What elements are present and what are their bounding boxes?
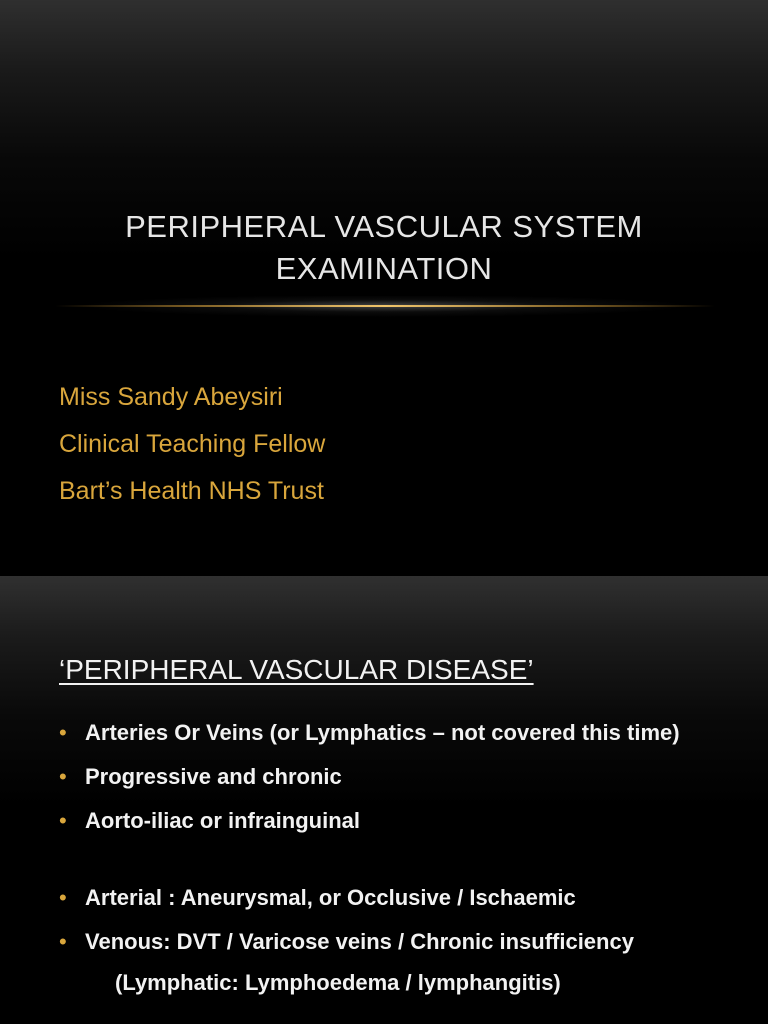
bullet-item: [59, 716, 709, 749]
presenter-info: [59, 374, 325, 515]
bullet-text: Venous: DVT / Varicose veins / Chronic insufficiency: [85, 929, 634, 954]
bullet-text: Arterial : Aneurysmal, or Occlusive / Ischaemic: [85, 885, 576, 910]
presenter-organisation: Bart’s Health NHS Trust: [59, 477, 324, 505]
bullet-text: (Lymphatic: Lymphoedema / lymphangitis): [115, 970, 561, 995]
bullet-text: Progressive and chronic: [85, 764, 342, 789]
bullet-item: [59, 881, 709, 914]
bullet-list: [59, 716, 709, 1010]
title-divider: [55, 296, 715, 318]
bullet-icon: •: [59, 764, 67, 789]
bullet-icon: •: [59, 929, 67, 954]
presenter-role: Clinical Teaching Fellow: [59, 430, 326, 458]
slide-heading: ‘PERIPHERAL VASCULAR DISEASE’: [59, 654, 534, 685]
content-slide: [0, 576, 768, 1024]
bullet-icon: •: [59, 808, 67, 833]
divider-glow: [55, 296, 715, 318]
slide-title-line: PERIPHERAL VASCULAR SYSTEM: [125, 209, 643, 244]
bullet-item: [59, 760, 709, 793]
slide-title: [60, 206, 708, 290]
bullet-item: [59, 804, 709, 837]
bullet-item: [59, 925, 709, 958]
slide-title-line: EXAMINATION: [275, 251, 493, 286]
divider-line: [55, 305, 715, 307]
presenter-name: Miss Sandy Abeysiri: [59, 383, 283, 411]
bullet-text: Aorto-iliac or infrainguinal: [85, 808, 361, 833]
bullet-item-partial: [59, 966, 709, 999]
bullet-text: Arteries Or Veins (or Lymphatics – not covered this time): [85, 720, 680, 745]
bullet-icon: •: [59, 885, 67, 910]
bullet-icon: •: [59, 720, 67, 745]
